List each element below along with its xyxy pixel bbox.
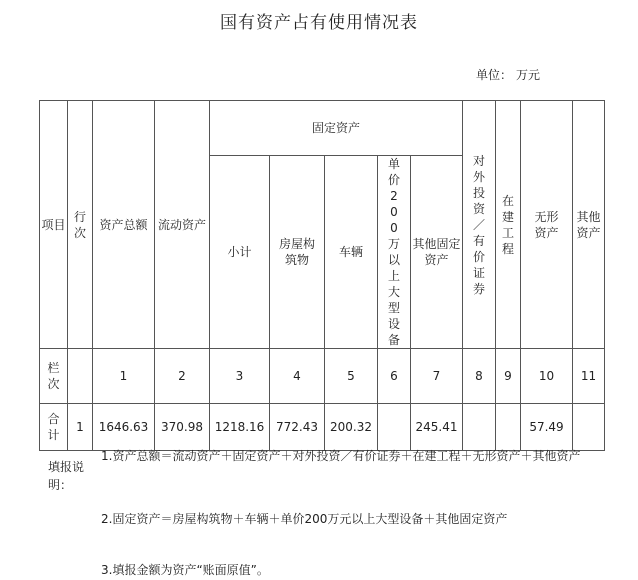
header-investments: 对外投资／有价证券 (463, 101, 496, 349)
total-row-no: 1 (68, 404, 93, 451)
index-cell: 7 (411, 349, 463, 404)
header-row-no: 行次 (68, 101, 93, 349)
intangible-value: 57.49 (521, 404, 573, 451)
header-large-equipment: 单价200万以上大型设备 (378, 156, 411, 349)
header-buildings: 房屋构筑物 (270, 156, 325, 349)
index-cell: 4 (270, 349, 325, 404)
header-item: 项目 (40, 101, 68, 349)
total-row (40, 404, 605, 451)
notes-label: 填报说明： (48, 460, 85, 492)
index-cell: 2 (155, 349, 210, 404)
index-cell: 10 (521, 349, 573, 404)
report-title: 国有资产占有使用情况表 (220, 13, 418, 33)
vehicles-value: 200.32 (325, 404, 378, 451)
note-item: 1.资产总额＝流动资产＋固定资产＋对外投资／有价证券＋在建工程＋无形资产＋其他资产 (101, 449, 581, 463)
asset-table (39, 100, 605, 451)
fixed-subtotal-value: 1218.16 (210, 404, 270, 451)
unit-value: 万元 (516, 68, 541, 82)
header-other-assets: 其他资产 (573, 101, 605, 349)
other-fixed-value: 245.41 (411, 404, 463, 451)
header-construction: 在建工程 (496, 101, 521, 349)
header-fixed-subtotal: 小计 (210, 156, 270, 349)
total-assets-value: 1646.63 (93, 404, 155, 451)
index-cell: 8 (463, 349, 496, 404)
header-fixed-assets: 固定资产 (210, 101, 463, 156)
large-equipment-value (378, 404, 411, 451)
note-item: 3.填报金额为资产“账面原值”。 (101, 563, 269, 577)
other-assets-value (573, 404, 605, 451)
header-current-assets: 流动资产 (155, 101, 210, 349)
index-cell: 9 (496, 349, 521, 404)
total-row-label: 合计 (40, 404, 68, 451)
index-cell: 6 (378, 349, 411, 404)
index-cell: 5 (325, 349, 378, 404)
investments-value (463, 404, 496, 451)
construction-value (496, 404, 521, 451)
buildings-value: 772.43 (270, 404, 325, 451)
index-cell: 1 (93, 349, 155, 404)
index-cell-empty (68, 349, 93, 404)
index-row-label: 栏次 (40, 349, 68, 404)
index-cell: 11 (573, 349, 605, 404)
header-other-fixed: 其他固定资产 (411, 156, 463, 349)
note-item: 2.固定资产＝房屋构筑物＋车辆＋单价200万元以上大型设备＋其他固定资产 (101, 512, 508, 526)
index-cell: 3 (210, 349, 270, 404)
unit-label: 单位： (476, 68, 513, 82)
header-total-assets: 资产总额 (93, 101, 155, 349)
unit-line (476, 66, 540, 83)
index-row (40, 349, 605, 404)
header-vehicles: 车辆 (325, 156, 378, 349)
header-intangible: 无形资产 (521, 101, 573, 349)
current-assets-value: 370.98 (155, 404, 210, 451)
